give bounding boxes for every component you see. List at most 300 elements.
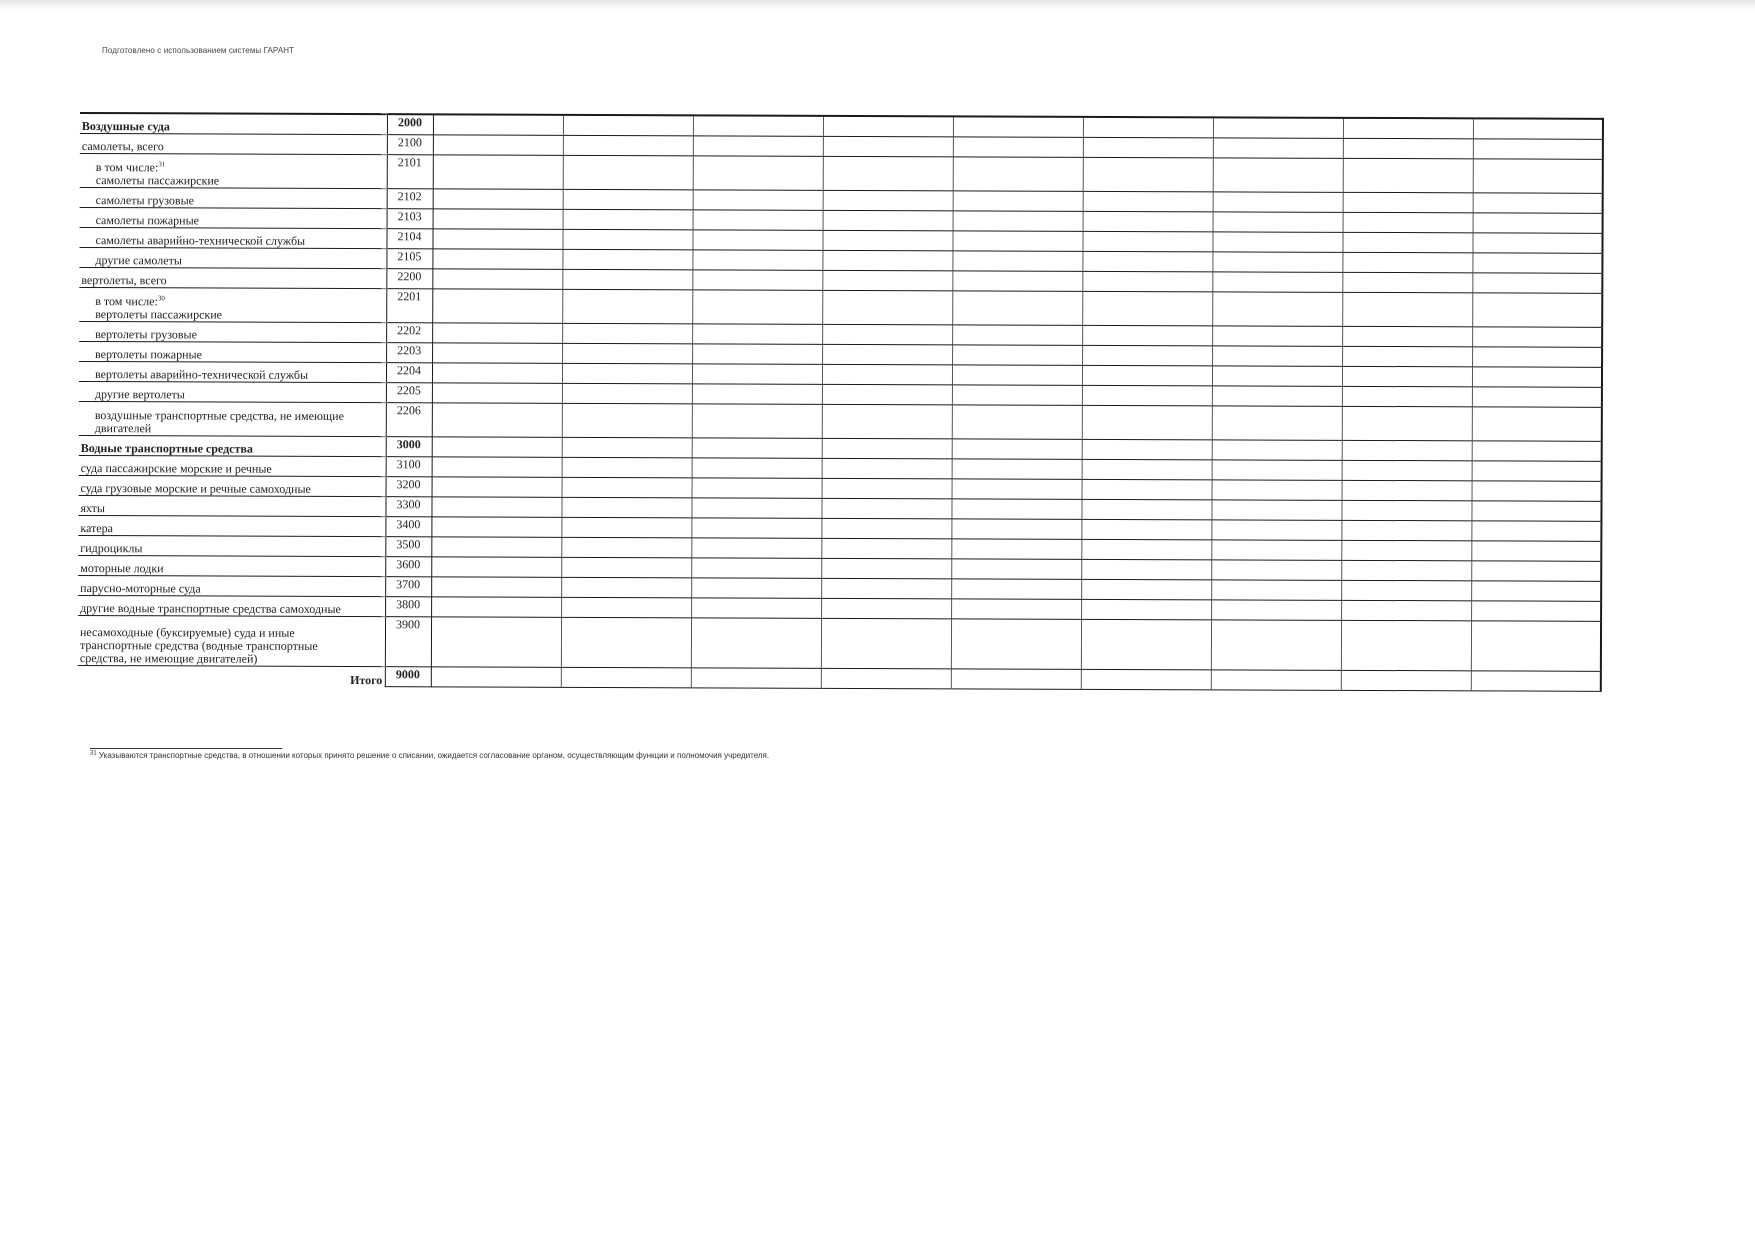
row-code: 3400 (385, 517, 431, 537)
value-cell[interactable] (562, 457, 692, 477)
value-cell[interactable] (1473, 159, 1603, 193)
value-cell[interactable] (1212, 326, 1342, 346)
value-cell[interactable] (1211, 540, 1341, 560)
value-cell[interactable] (1212, 232, 1342, 252)
value-cell[interactable] (1473, 213, 1603, 233)
row-label-text: двигателей (94, 421, 152, 436)
value-cell[interactable] (1212, 440, 1342, 460)
value-cell[interactable] (693, 156, 823, 190)
value-cell[interactable] (821, 538, 951, 558)
value-cell[interactable] (691, 558, 821, 578)
row-code: 2201 (386, 289, 432, 323)
value-cell[interactable] (821, 498, 951, 518)
value-cell[interactable] (431, 557, 561, 577)
value-cell[interactable] (563, 209, 693, 229)
value-cell[interactable] (952, 405, 1082, 439)
value-cell[interactable] (1211, 560, 1341, 580)
value-cell[interactable] (822, 290, 952, 324)
value-cell[interactable] (562, 269, 692, 289)
value-cell[interactable] (822, 384, 952, 404)
row-label (79, 361, 386, 382)
row-label-text: другие самолеты (95, 253, 182, 268)
value-cell[interactable] (1341, 560, 1471, 580)
value-cell[interactable] (1212, 252, 1342, 272)
value-cell[interactable] (692, 270, 822, 290)
row-label-text: вертолеты, всего (81, 273, 167, 288)
value-cell[interactable] (1471, 521, 1601, 541)
value-cell[interactable] (1343, 158, 1473, 192)
value-cell[interactable] (431, 617, 561, 667)
value-cell[interactable] (821, 558, 951, 578)
value-cell[interactable] (562, 323, 692, 343)
value-cell[interactable] (1082, 405, 1212, 439)
value-cell[interactable] (431, 497, 561, 517)
value-cell[interactable] (562, 403, 692, 437)
row-label-text: самолеты грузовые (95, 193, 195, 208)
value-cell[interactable] (823, 210, 953, 230)
value-cell[interactable] (951, 599, 1081, 619)
row-code: 2205 (386, 383, 432, 403)
value-cell[interactable] (1342, 480, 1472, 500)
value-cell[interactable] (431, 537, 561, 557)
value-cell[interactable] (1471, 581, 1601, 601)
value-cell[interactable] (1082, 251, 1212, 271)
value-cell[interactable] (1472, 481, 1602, 501)
value-cell[interactable] (432, 323, 562, 343)
value-cell[interactable] (431, 597, 561, 617)
row-label (80, 207, 387, 228)
value-cell[interactable] (1211, 520, 1341, 540)
value-cell[interactable] (691, 578, 821, 598)
value-cell[interactable] (562, 249, 692, 269)
value-cell[interactable] (693, 115, 823, 136)
row-label (78, 495, 385, 516)
value-cell[interactable] (821, 578, 951, 598)
value-cell[interactable] (562, 289, 692, 323)
value-cell[interactable] (1213, 158, 1343, 192)
value-cell[interactable] (432, 437, 562, 457)
row-label (78, 555, 385, 576)
value-cell[interactable] (953, 157, 1083, 191)
value-cell[interactable] (1082, 439, 1212, 459)
value-cell[interactable] (432, 249, 562, 269)
value-cell[interactable] (952, 479, 1082, 499)
value-cell[interactable] (1212, 406, 1342, 440)
value-cell[interactable] (953, 211, 1083, 231)
value-cell[interactable] (821, 668, 951, 688)
value-cell[interactable] (1082, 291, 1212, 325)
value-cell[interactable] (1212, 480, 1342, 500)
value-cell[interactable] (951, 499, 1081, 519)
value-cell[interactable] (822, 324, 952, 344)
value-cell[interactable] (692, 458, 822, 478)
row-label-line: в том числе:$^{31}$ (95, 160, 166, 175)
value-cell[interactable] (563, 155, 693, 189)
value-cell[interactable] (562, 343, 692, 363)
value-cell[interactable] (821, 518, 951, 538)
value-cell[interactable] (692, 290, 822, 324)
value-cell[interactable] (952, 439, 1082, 459)
row-label-text: вертолеты грузовые (95, 327, 197, 342)
value-cell[interactable] (1342, 346, 1472, 366)
value-cell[interactable] (1083, 191, 1213, 211)
value-cell[interactable] (1211, 600, 1341, 620)
value-cell[interactable] (952, 231, 1082, 251)
value-cell[interactable] (561, 557, 691, 577)
value-cell[interactable] (822, 250, 952, 270)
value-cell[interactable] (1472, 441, 1602, 461)
value-cell[interactable] (1212, 346, 1342, 366)
value-cell[interactable] (432, 289, 562, 323)
value-cell[interactable] (433, 155, 563, 189)
value-cell[interactable] (432, 269, 562, 289)
value-cell[interactable] (433, 114, 563, 135)
row-label (79, 247, 386, 268)
value-cell[interactable] (953, 116, 1083, 137)
row-label (79, 321, 386, 342)
value-cell[interactable] (1082, 325, 1212, 345)
value-cell[interactable] (1342, 252, 1472, 272)
value-cell[interactable] (953, 191, 1083, 211)
footnote-ref: 30 (157, 294, 165, 303)
row-code: 2103 (387, 209, 433, 229)
row-label-text: средства, не имеющие двигателей) (79, 651, 258, 666)
row-label-line: в том числе:$^{30}$ (95, 294, 165, 309)
value-cell[interactable] (691, 498, 821, 518)
value-cell[interactable] (1082, 365, 1212, 385)
value-cell[interactable] (561, 597, 691, 617)
value-cell[interactable] (952, 385, 1082, 405)
value-cell[interactable] (1342, 272, 1472, 292)
row-label-line: транспортные средства (водные транспортные (79, 638, 318, 653)
value-cell[interactable] (1212, 272, 1342, 292)
value-cell[interactable] (1471, 601, 1601, 621)
row-code: 3700 (385, 577, 431, 597)
row-code: 2104 (386, 229, 432, 249)
value-cell[interactable] (952, 291, 1082, 325)
value-cell[interactable] (1212, 292, 1342, 326)
value-cell[interactable] (1341, 580, 1471, 600)
row-label-text: парусно-моторные суда (80, 581, 201, 596)
value-cell[interactable] (692, 344, 822, 364)
value-cell[interactable] (563, 135, 693, 155)
value-cell[interactable] (951, 619, 1081, 669)
value-cell[interactable] (1213, 192, 1343, 212)
value-cell[interactable] (821, 618, 951, 668)
value-cell[interactable] (1081, 619, 1211, 669)
value-cell[interactable] (1471, 501, 1601, 521)
table-row (79, 287, 1602, 327)
value-cell[interactable] (1472, 461, 1602, 481)
value-cell[interactable] (692, 364, 822, 384)
value-cell[interactable] (1082, 271, 1212, 291)
value-cell[interactable] (1343, 212, 1473, 232)
value-cell[interactable] (561, 537, 691, 557)
row-code: 3600 (385, 557, 431, 577)
header-note: Подготовлено с использованием системы ГАРАНТ (102, 46, 295, 55)
row-label (80, 187, 387, 208)
value-cell[interactable] (1081, 599, 1211, 619)
value-cell[interactable] (821, 598, 951, 618)
value-cell[interactable] (823, 156, 953, 190)
value-cell[interactable] (1343, 138, 1473, 158)
row-label (79, 435, 386, 456)
row-label (78, 615, 385, 666)
value-cell[interactable] (822, 478, 952, 498)
value-cell[interactable] (1471, 541, 1601, 561)
value-cell[interactable] (433, 135, 563, 155)
value-cell[interactable] (561, 497, 691, 517)
row-label (80, 113, 387, 135)
value-cell[interactable] (823, 136, 953, 156)
row-label-text: самолеты, всего (81, 139, 164, 154)
row-code: 3500 (385, 537, 431, 557)
value-cell[interactable] (1211, 670, 1341, 690)
value-cell[interactable] (432, 363, 562, 383)
row-label (78, 515, 385, 536)
row-label-text: катера (80, 521, 113, 536)
value-cell[interactable] (952, 459, 1082, 479)
value-cell[interactable] (1211, 620, 1341, 670)
value-cell[interactable] (1342, 386, 1472, 406)
footnote-ref: 31 (158, 160, 166, 169)
value-cell[interactable] (692, 384, 822, 404)
value-cell[interactable] (1341, 670, 1471, 690)
value-cell[interactable] (1212, 460, 1342, 480)
value-cell[interactable] (823, 190, 953, 210)
value-cell[interactable] (1473, 118, 1603, 139)
value-cell[interactable] (431, 517, 561, 537)
row-label-text: вертолеты пожарные (95, 347, 202, 362)
value-cell[interactable] (433, 189, 563, 209)
footnote-separator (90, 748, 282, 749)
row-label-text: моторные лодки (80, 561, 164, 576)
row-code: 2200 (386, 269, 432, 289)
value-cell[interactable] (432, 477, 562, 497)
value-cell[interactable] (432, 403, 562, 437)
value-cell[interactable] (1343, 192, 1473, 212)
value-cell[interactable] (562, 229, 692, 249)
value-cell[interactable] (691, 668, 821, 688)
value-cell[interactable] (692, 250, 822, 270)
value-cell[interactable] (1472, 407, 1602, 441)
value-cell[interactable] (1473, 139, 1603, 159)
row-code: 2203 (386, 343, 432, 363)
value-cell[interactable] (951, 669, 1081, 689)
value-cell[interactable] (1212, 366, 1342, 386)
value-cell[interactable] (1342, 292, 1472, 326)
row-label-text: суда грузовые морские и речные самоходные (80, 481, 311, 496)
row-code: 3900 (385, 617, 431, 667)
row-label-text: самолеты пожарные (95, 213, 200, 228)
value-cell[interactable] (692, 404, 822, 438)
row-label-text: вертолеты аварийно-технической службы (94, 367, 309, 382)
value-cell[interactable] (1083, 137, 1213, 157)
value-cell[interactable] (951, 559, 1081, 579)
value-cell[interactable] (952, 271, 1082, 291)
value-cell[interactable] (1082, 345, 1212, 365)
footnote-text: Указываются транспортные средства, в отношении которых принято решение о списании, ожидается согласование органом, осуществляющим функции и полномочия учредителя. (98, 751, 770, 760)
value-cell[interactable] (693, 136, 823, 156)
row-label-line: воздушные транспортные средства, не имеющие (94, 408, 344, 424)
value-cell[interactable] (823, 116, 953, 137)
row-code: 2202 (386, 323, 432, 343)
value-cell[interactable] (1342, 366, 1472, 386)
row-label-text: самолеты аварийно-технической службы (95, 233, 306, 248)
row-label (79, 401, 386, 436)
value-cell[interactable] (1082, 479, 1212, 499)
page-top-edge (0, 0, 1755, 10)
value-cell[interactable] (563, 189, 693, 209)
value-cell[interactable] (562, 383, 692, 403)
row-code: 2101 (387, 155, 433, 189)
value-cell[interactable] (691, 618, 821, 668)
value-cell[interactable] (562, 437, 692, 457)
row-label-text: самолеты пассажирские (95, 173, 220, 188)
value-cell[interactable] (691, 598, 821, 618)
value-cell[interactable] (432, 383, 562, 403)
value-cell[interactable] (952, 365, 1082, 385)
row-code: 3800 (385, 597, 431, 617)
table-row (78, 615, 1601, 671)
row-label (78, 535, 385, 556)
value-cell[interactable] (563, 115, 693, 136)
value-cell[interactable] (951, 519, 1081, 539)
value-cell[interactable] (1471, 671, 1601, 691)
value-cell[interactable] (951, 579, 1081, 599)
value-cell[interactable] (431, 667, 561, 687)
value-cell[interactable] (1341, 620, 1471, 670)
value-cell[interactable] (1342, 460, 1472, 480)
row-code: 2000 (387, 114, 433, 135)
row-label (79, 341, 386, 362)
row-label (80, 133, 387, 154)
value-cell[interactable] (1081, 669, 1211, 689)
value-cell[interactable] (822, 344, 952, 364)
row-code: 3100 (386, 457, 432, 477)
value-cell[interactable] (952, 251, 1082, 271)
value-cell[interactable] (431, 577, 561, 597)
value-cell[interactable] (1082, 459, 1212, 479)
row-code: 3300 (385, 497, 431, 517)
value-cell[interactable] (1472, 293, 1602, 327)
value-cell[interactable] (1342, 406, 1472, 440)
row-label-text: яхты (80, 501, 106, 516)
value-cell[interactable] (1081, 539, 1211, 559)
value-cell[interactable] (693, 190, 823, 210)
row-label (79, 475, 386, 496)
value-cell[interactable] (1083, 117, 1213, 138)
value-cell[interactable] (1213, 117, 1343, 138)
value-cell[interactable] (1213, 138, 1343, 158)
value-cell[interactable] (1081, 499, 1211, 519)
value-cell[interactable] (1342, 232, 1472, 252)
value-cell[interactable] (1082, 385, 1212, 405)
row-code: 2206 (386, 403, 432, 437)
value-cell[interactable] (1341, 540, 1471, 560)
value-cell[interactable] (561, 617, 691, 667)
value-cell[interactable] (1471, 621, 1601, 671)
value-cell[interactable] (692, 478, 822, 498)
value-cell[interactable] (562, 363, 692, 383)
value-cell[interactable] (1081, 579, 1211, 599)
row-label-text: гидроциклы (80, 541, 143, 556)
row-label (78, 595, 385, 616)
value-cell[interactable] (953, 137, 1083, 157)
value-cell[interactable] (432, 343, 562, 363)
row-code: 3000 (386, 437, 432, 457)
row-label (79, 267, 386, 288)
value-cell[interactable] (1471, 561, 1601, 581)
value-cell[interactable] (692, 324, 822, 344)
value-cell[interactable] (952, 325, 1082, 345)
row-code: 2102 (387, 189, 433, 209)
row-code: 2105 (386, 249, 432, 269)
value-cell[interactable] (1212, 386, 1342, 406)
value-cell[interactable] (562, 477, 692, 497)
value-cell[interactable] (1081, 559, 1211, 579)
value-cell[interactable] (692, 438, 822, 458)
value-cell[interactable] (432, 229, 562, 249)
value-cell[interactable] (1342, 440, 1472, 460)
value-cell[interactable] (1341, 500, 1471, 520)
value-cell[interactable] (1211, 580, 1341, 600)
value-cell[interactable] (1341, 520, 1471, 540)
value-cell[interactable] (822, 230, 952, 250)
value-cell[interactable] (1213, 212, 1343, 232)
value-cell[interactable] (1083, 211, 1213, 231)
row-label (79, 227, 386, 248)
value-cell[interactable] (691, 538, 821, 558)
footnote (90, 751, 769, 760)
value-cell[interactable] (433, 209, 563, 229)
value-cell[interactable] (561, 577, 691, 597)
value-cell[interactable] (432, 457, 562, 477)
value-cell[interactable] (1342, 326, 1472, 346)
value-cell[interactable] (1081, 519, 1211, 539)
footnote-number: 31 (90, 750, 97, 757)
value-cell[interactable] (822, 458, 952, 478)
value-cell[interactable] (822, 404, 952, 438)
value-cell[interactable] (1473, 193, 1603, 213)
value-cell[interactable] (561, 667, 691, 687)
value-cell[interactable] (1472, 233, 1602, 253)
value-cell[interactable] (1083, 157, 1213, 191)
value-cell[interactable] (1472, 273, 1602, 293)
value-cell[interactable] (1472, 327, 1602, 347)
value-cell[interactable] (1211, 500, 1341, 520)
value-cell[interactable] (1341, 600, 1471, 620)
value-cell[interactable] (1472, 253, 1602, 273)
value-cell[interactable] (822, 364, 952, 384)
row-label-text: другие водные транспортные средства самоходные (80, 601, 341, 617)
table-row (80, 153, 1603, 193)
value-cell[interactable] (693, 210, 823, 230)
value-cell[interactable] (692, 230, 822, 250)
value-cell[interactable] (822, 270, 952, 290)
value-cell[interactable] (1472, 367, 1602, 387)
value-cell[interactable] (1472, 387, 1602, 407)
value-cell[interactable] (691, 518, 821, 538)
value-cell[interactable] (951, 539, 1081, 559)
value-cell[interactable] (952, 345, 1082, 365)
value-cell[interactable] (1343, 118, 1473, 139)
value-cell[interactable] (561, 517, 691, 537)
value-cell[interactable] (1472, 347, 1602, 367)
row-label-text: другие вертолеты (94, 387, 185, 402)
value-cell[interactable] (1082, 231, 1212, 251)
value-cell[interactable] (822, 438, 952, 458)
